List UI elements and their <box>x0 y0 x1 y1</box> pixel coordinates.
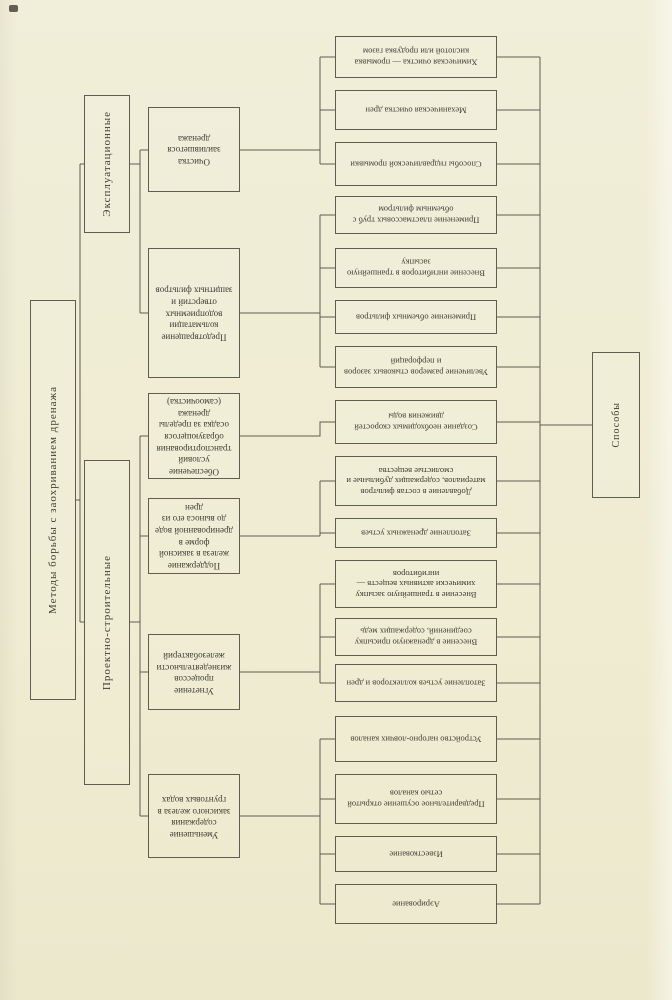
way-box <box>335 836 497 872</box>
way-box <box>335 716 497 762</box>
diagram-title-box <box>30 300 76 700</box>
way-label: Предварительное осушение открытой сетью каналов <box>347 789 485 810</box>
way-label: Внесение в дренажную присыпку соединений, содержащих медь <box>354 627 478 648</box>
way-label: Создание необходимых скоростей движения воды <box>354 412 478 433</box>
way-box <box>335 248 497 288</box>
way-box <box>335 36 497 78</box>
ways-label-box <box>592 352 640 498</box>
way-box <box>335 142 497 186</box>
method-label: Обеспечение условий транспортирования образующегося осадка за пределы дренажа (самоочистка) <box>156 396 232 477</box>
way-box <box>335 664 497 702</box>
method-box <box>148 107 240 192</box>
diagram-title: Методы борьбы с заохриванием дренажа <box>46 386 59 614</box>
method-label: Предотвращение кольматации водоприемных отверстий и защитных фильтров <box>155 285 233 343</box>
way-box <box>335 400 497 444</box>
category-box-design-construction <box>84 460 130 785</box>
way-box <box>335 456 497 506</box>
way-box <box>335 560 497 608</box>
way-box <box>335 300 497 334</box>
way-label: Аэрирование <box>392 899 440 910</box>
method-label: Угнетение процессов жизнедеятельности железобактерий <box>156 650 232 696</box>
method-box <box>148 393 240 479</box>
method-box <box>148 498 240 574</box>
method-label: Поддержание железа в закисной форме в дренированной воде до выноса его из дрен <box>154 502 234 572</box>
way-box <box>335 774 497 824</box>
way-label: Внесение в траншейную засыпку химически активных веществ — ингибиторов <box>355 568 477 600</box>
way-label: Устройство нагорно-ловчих каналов <box>350 734 482 745</box>
way-label: Применение объемных фильтров <box>355 312 477 323</box>
way-box <box>335 196 497 234</box>
method-box <box>148 248 240 378</box>
method-box <box>148 634 240 710</box>
way-label: Известкование <box>389 849 443 860</box>
way-box <box>335 346 497 388</box>
way-box <box>335 518 497 548</box>
way-label: Внесение ингибиторов в траншейную засыпку <box>347 258 485 279</box>
ways-label: Способы <box>610 402 622 448</box>
category-label: Эксплуатационные <box>100 111 113 217</box>
way-box <box>335 884 497 924</box>
page-blemish <box>9 5 18 12</box>
method-box <box>148 774 240 858</box>
way-label: Затопление дренажных устьев <box>361 528 471 539</box>
way-label: Добавление в состав фильтров материалов, содержащих дубильные и смолистые вещества <box>346 465 486 497</box>
category-box-operational <box>84 95 130 233</box>
way-label: Применение пластмассовых труб с объемным фильтром <box>352 205 480 226</box>
way-label: Механическая очистка дрен <box>365 105 467 116</box>
way-box <box>335 618 497 656</box>
method-label: Уменьшение содержания закисного железа в грунтовых водах <box>157 794 231 840</box>
method-label: Очистка заилившегося дренажа <box>167 133 221 168</box>
way-label: Химическая очистка — промывка кислотой или продувка газом <box>354 47 478 68</box>
way-label: Затопление устьев коллекторов и дрен <box>346 678 486 689</box>
category-label: Проектно-строительные <box>100 554 113 691</box>
way-label: Увеличение размеров стыковых зазоров и перфораций <box>343 357 489 378</box>
way-box <box>335 90 497 130</box>
way-label: Способы гидравлической промывки <box>350 159 482 170</box>
